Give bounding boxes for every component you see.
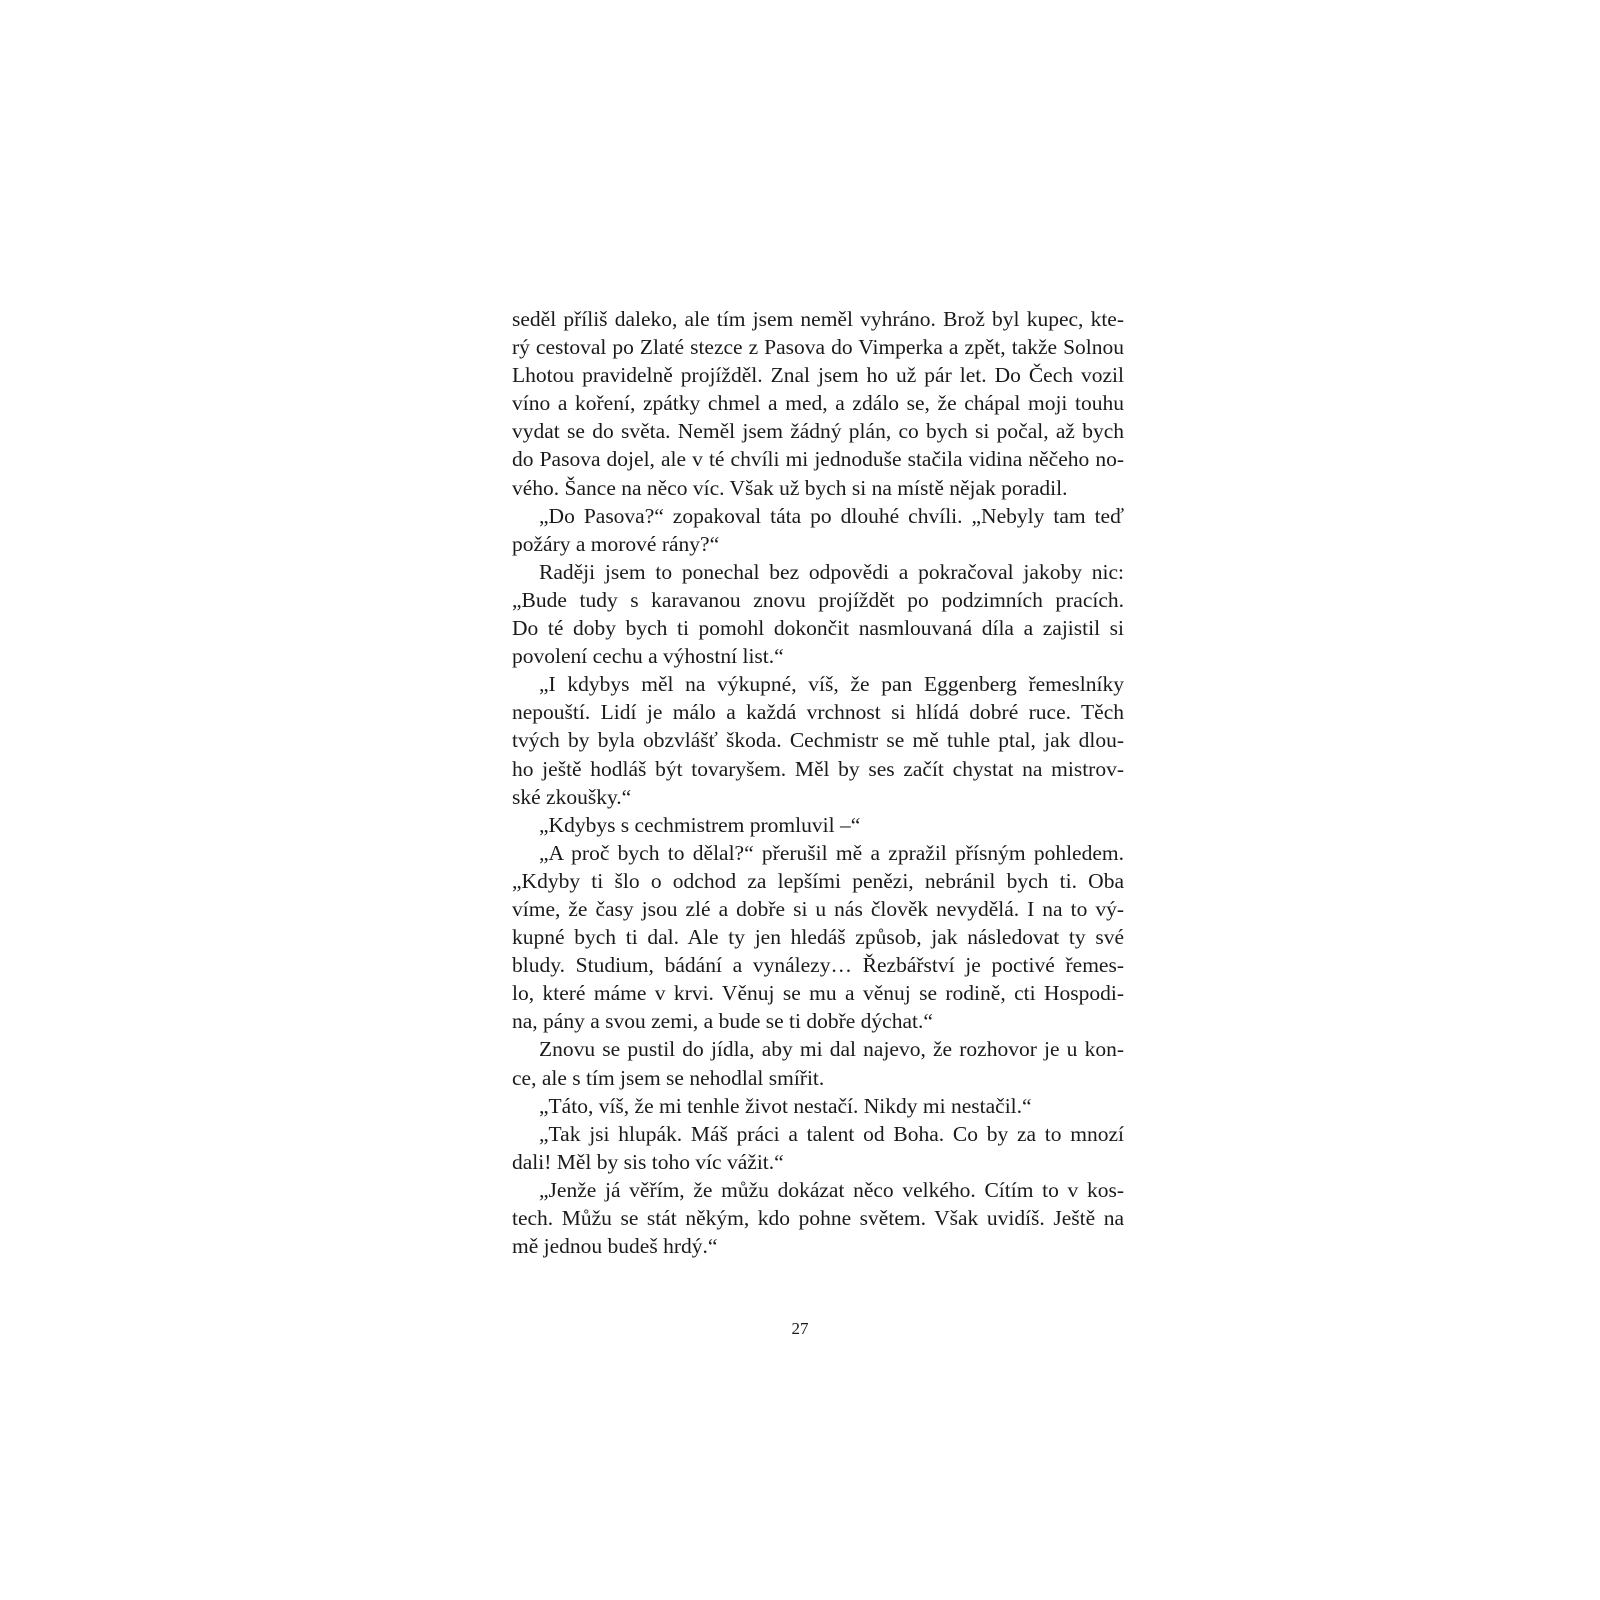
text-line: kupné bych ti dal. Ale ty jen hledáš způsob, jak následovat ty své: [512, 925, 1124, 950]
text-line: víme, že časy jsou zlé a dobře si u nás člověk nevydělá. I na to vý-: [512, 896, 1124, 921]
text-line: „Bude tudy s karavanou znovu projíždět po podzimních pracích.: [512, 587, 1124, 612]
text-line: vydat se do světa. Neměl jsem žádný plán, co bych si počal, až bych: [512, 419, 1124, 444]
text-line: „A proč bych to dělal?“ přerušil mě a zpražil přísným pohledem.: [539, 840, 1124, 865]
text-line: lo, které máme v krvi. Věnuj se mu a věnuj se rodině, cti Hospodi-: [512, 981, 1124, 1006]
text-line: Raději jsem to ponechal bez odpovědi a pokračoval jakoby nic:: [539, 559, 1124, 584]
text-line: „Tak jsi hlupák. Máš práci a talent od Boha. Co by za to mnozí: [539, 1121, 1124, 1146]
text-line: požáry a morové rány?“: [512, 531, 720, 556]
body-text: [512, 305, 1124, 1260]
text-line: povolení cechu a výhostní list.“: [512, 644, 784, 669]
text-line: „I kdybys měl na výkupné, víš, že pan Eggenberg řemeslníky: [539, 672, 1124, 697]
text-line: „Kdybys s cechmistrem promluvil –“: [539, 812, 861, 837]
text-line: mě jednou budeš hrdý.“: [512, 1234, 718, 1259]
text-line: bludy. Studium, bádání a vynálezy… Řezbářství je poctivé řemes-: [512, 953, 1124, 978]
text-line: „Táto, víš, že mi tenhle život nestačí. Nikdy mi nestačil.“: [539, 1093, 1032, 1118]
text-line: tech. Můžu se stát někým, kdo pohne světem. Však uvidíš. Ještě na: [512, 1206, 1124, 1230]
text-line: „Do Pasova?“ zopakoval táta po dlouhé chvíli. „Nebyly tam teď: [539, 503, 1124, 528]
page-number: 27: [791, 1319, 809, 1338]
text-line: tvých by byla obzvlášť škoda. Cechmistr se mě tuhle ptal, jak dlou-: [512, 728, 1124, 753]
text-line: Znovu se pustil do jídla, aby mi dal najevo, že rozhovor je u kon-: [539, 1037, 1124, 1062]
text-line: rý cestoval po Zlaté stezce z Pasova do Vimperka a zpět, takže Solnou: [512, 335, 1124, 360]
text-line: ce, ale s tím jsem se nehodlal smířit.: [512, 1065, 825, 1090]
text-line: „Kdyby ti šlo o odchod za lepšími penězi, nebránil bych ti. Oba: [512, 868, 1124, 893]
text-line: ské zkoušky.“: [512, 784, 632, 809]
text-line: seděl příliš daleko, ale tím jsem neměl vyhráno. Brož byl kupec, kte-: [512, 307, 1124, 331]
text-line: Do té doby bych ti pomohl dokončit nasmlouvaná díla a zajistil si: [512, 616, 1124, 641]
text-line: „Jenže já věřím, že můžu dokázat něco velkého. Cítím to v kos-: [539, 1177, 1124, 1202]
text-line: nepouští. Lidí je málo a každá vrchnost si hlídá dobré ruce. Těch: [512, 700, 1124, 725]
text-line: dali! Měl by sis toho víc vážit.“: [512, 1149, 784, 1174]
text-line: ho ještě hodláš být tovaryšem. Měl by ses začít chystat na mistrov-: [512, 756, 1124, 781]
text-line: na, pány a svou zemi, a bude se ti dobře dýchat.“: [512, 1009, 933, 1034]
text-line: vého. Šance na něco víc. Však už bych si na místě nějak poradil.: [512, 475, 1068, 500]
text-line: Lhotou pravidelně projížděl. Znal jsem ho už pár let. Do Čech vozil: [512, 363, 1124, 388]
text-line: do Pasova dojel, ale v té chvíli mi jednoduše stačila vidina něčeho no-: [512, 447, 1124, 472]
text-line: víno a koření, zpátky chmel a med, a zdálo se, že chápal moji touhu: [512, 391, 1124, 416]
